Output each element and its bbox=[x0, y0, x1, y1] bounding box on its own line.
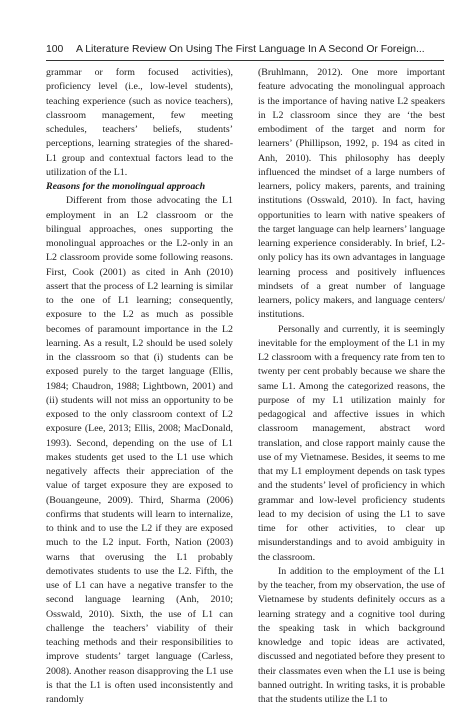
right-column bbox=[258, 66, 445, 707]
left-paragraph-1: grammar or form focused activities), proficiency level (i.e., low-level students), teaching experience (such as novice teachers), classroom management, few meeting schedules, teachers’ beliefs, students’ perceptions, learning strategies of the shared-L1 group and contextual factors lead to the utilization of the L1. bbox=[46, 67, 233, 178]
right-paragraph-3: In addition to the employment of the L1 by the teacher, from my observation, the use of Vietnamese by students definitely occurs as a learning strategy and a cognitive tool during the speaking task in which background knowledge and topic ideas are activated, discussed and negotiated before they present to their classmates even when the L1 use is being banned outright. In writing tasks, it is probable that the students utilize the L1 to bbox=[258, 565, 445, 705]
left-column bbox=[46, 66, 233, 707]
page-number: 100 bbox=[46, 44, 64, 55]
running-title: A Literature Review On Using The First Language In A Second Or Foreign... bbox=[76, 44, 425, 55]
left-paragraph-2: Different from those advocating the L1 employment in an L2 classroom or the bilingual approaches, ones supporting the monolingual approaches or the L2-only in an L2 classroom provide some following reasons. First, Cook (2001) as cited in Anh (2010) assert that the process of L2 learning is similar to the one of L1 learning; consequently, exposure to the L2 as much as possible becomes of paramount importance in the L2 learning. As a result, L2 should be used solely in the classroom so that (i) students can be exposed purely to the target language (Ellis, 1984; Chaudron, 1988; Lightbown, 2001) and (ii) students will not miss an opportunity to be exposed to the only classroom context of L2 exposure (Lee, 2013; Ellis, 2008; MacDonald, 1993). Second, depending on the use of L1 makes students get used to the L1 use which negatively affects their appreciation of the value of target exposure they are exposed to (Bouangeune, 2009). Third, Sharma (2006) confirms that students will learn to internalize, to think and to use the L2 if they are exposed much to the L2 input. Forth, Nation (2003) warns that overusing the L1 probably demotivates students to use the L2. Fifth, the use of L1 can have a negative transfer to the second language learning (Anh, 2010; Osswald, 2010). Sixth, the use of L1 can challenge the teachers’ viability of their teaching methods and their responsibilities to improve students’ target language (Carless, 2008). Another reason disapproving the L1 use is that the L1 is often used inconsistently and randomly bbox=[46, 195, 233, 705]
section-subheading: Reasons for the monolingual approach bbox=[46, 181, 206, 192]
right-paragraph-2: Personally and currently, it is seemingly inevitable for the employment of the L1 in my L2 classroom with a frequency rate from ten to twenty per cent probably because we share the same L1. Among the categorized reasons, the purpose of my L1 utilization mainly for pedagogical and affective issues in which classroom management, abstract word translation, and close rapport mainly cause the use of my Vietnamese. Besides, it seems to me that my L1 employment depends on task types and the students’ level of proficiency in which grammar and low-level proficiency students lead to my decision of using the L1 to save time for other activities, to clear up misunderstandings and to avoid ambiguity in the classroom. bbox=[258, 323, 445, 563]
right-paragraph-1: (Bruhlmann, 2012). One more important feature advocating the monolingual approach is the importance of having native L2 speakers in L2 classroom since they are ‘the best embodiment of the target and norm for learners’ (Phillipson, 1992, p. 194 as cited in Anh, 2010). This philosophy has deeply influenced the mindset of a large numbers of learners, policy makers, parents, and training institutions (Osswald, 2010). In fact, having opportunities to learn with native speakers of the target language can help learners’ language learning experience considerably. In brief, L2-only policy has its own advantages in language learning process and positively influences mindsets of a great number of language learners, policy makers, and language centers/ institutions. bbox=[258, 67, 445, 321]
header-rule bbox=[46, 60, 444, 61]
